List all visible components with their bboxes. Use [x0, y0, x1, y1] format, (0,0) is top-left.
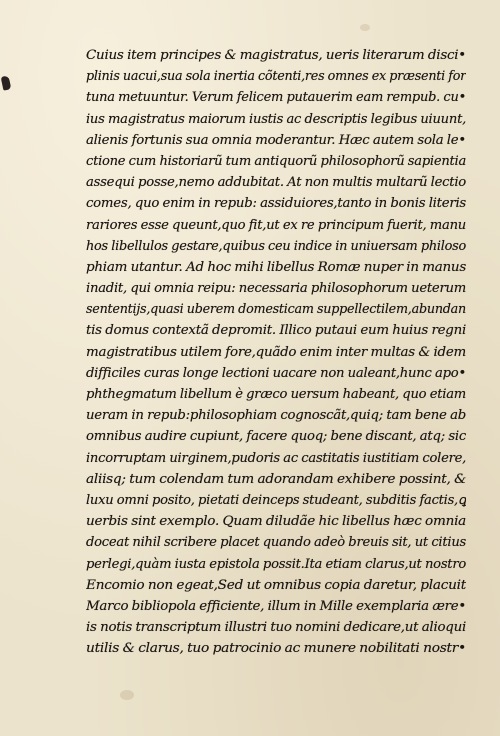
- paper-stain: [120, 690, 134, 700]
- ink-blot: [1, 75, 12, 90]
- text-line: luxu omni posito, pietati deinceps studeant, subditis factis,ꝗ: [86, 491, 466, 507]
- text-line: rariores esse queunt,quo fit,ut ex re principum fuerit, manu: [86, 216, 466, 232]
- text-line: plinis uacui,sua sola inertia cõtenti,res omnes ex præsenti for: [86, 68, 466, 84]
- text-line: comes, quo enim in repub: assiduiores,tanto in bonis literis: [86, 195, 466, 211]
- text-line: tuna metuuntur. Verum felicem putauerim eam rempub. cu•: [86, 89, 466, 105]
- text-line: aliisq; tum colendam tum adorandam exhibere possint, &: [86, 470, 466, 486]
- paper-stain: [360, 24, 370, 31]
- text-line: incorruptam uirginem,pudoris ac castitatis iustitiam colere,: [86, 449, 466, 465]
- text-line: utilis & clarus, tuo patrocinio ac munere nobilitati nostr•: [86, 640, 466, 656]
- text-line: Marco bibliopola efficiente, illum in Mille exemplaria ære•: [86, 597, 466, 613]
- text-line: perlegi,quàm iusta epistola possit.Ita etiam clarus,ut nostro: [86, 555, 466, 571]
- text-line: magistratibus utilem fore,quãdo enim inter multas & idem: [86, 343, 466, 359]
- text-line: hos libellulos gestare,quibus ceu indice in uniuersam philoso: [86, 237, 466, 253]
- text-line: omnibus audire cupiunt, facere quoq; bene discant, atq; sic: [86, 428, 466, 444]
- text-line: is notis transcriptum illustri tuo nomini dedicare,ut alioqui: [86, 619, 466, 635]
- text-line: Cuius item principes & magistratus, ueris literarum disci•: [86, 47, 466, 62]
- text-line: sententijs,quasi uberem domesticam suppellectilem,abundan: [86, 301, 466, 317]
- text-line: difficiles curas longe lectioni uacare non ualeant,hunc apo•: [86, 364, 466, 380]
- text-line: ctione cum historiarũ tum antiquorũ philosophorũ sapientia: [86, 152, 466, 168]
- text-line: tis domus contextã depromit. Illico putaui eum huius regni: [86, 322, 466, 338]
- text-line: phiam utantur. Ad hoc mihi libellus Romæ nuper in manus: [86, 258, 466, 274]
- text-line: doceat nihil scribere placet quando adeò breuis sit, ut citius: [86, 534, 466, 550]
- text-line: phthegmatum libellum è græco uersum habeant, quo etiam: [86, 386, 466, 401]
- text-line: ueram in repub:philosophiam cognoscãt,quiq; tam bene ab: [86, 407, 466, 423]
- body-text: [86, 44, 466, 658]
- text-line: uerbis sint exemplo. Quam diludãe hic libellus hæc omnia: [86, 513, 466, 529]
- text-line: inadit, qui omnia reipu: necessaria philosophorum ueterum: [86, 280, 466, 296]
- text-line: Encomio non egeat,Sed ut omnibus copia daretur, placuit: [86, 576, 466, 592]
- text-line: assequi posse,nemo addubitat. At non multis multarũ lectio: [86, 174, 466, 190]
- text-line: alienis fortunis sua omnia moderantur. Hæc autem sola le•: [86, 131, 466, 147]
- text-line: ius magistratus maiorum iustis ac descriptis legibus uiuunt,: [86, 110, 466, 126]
